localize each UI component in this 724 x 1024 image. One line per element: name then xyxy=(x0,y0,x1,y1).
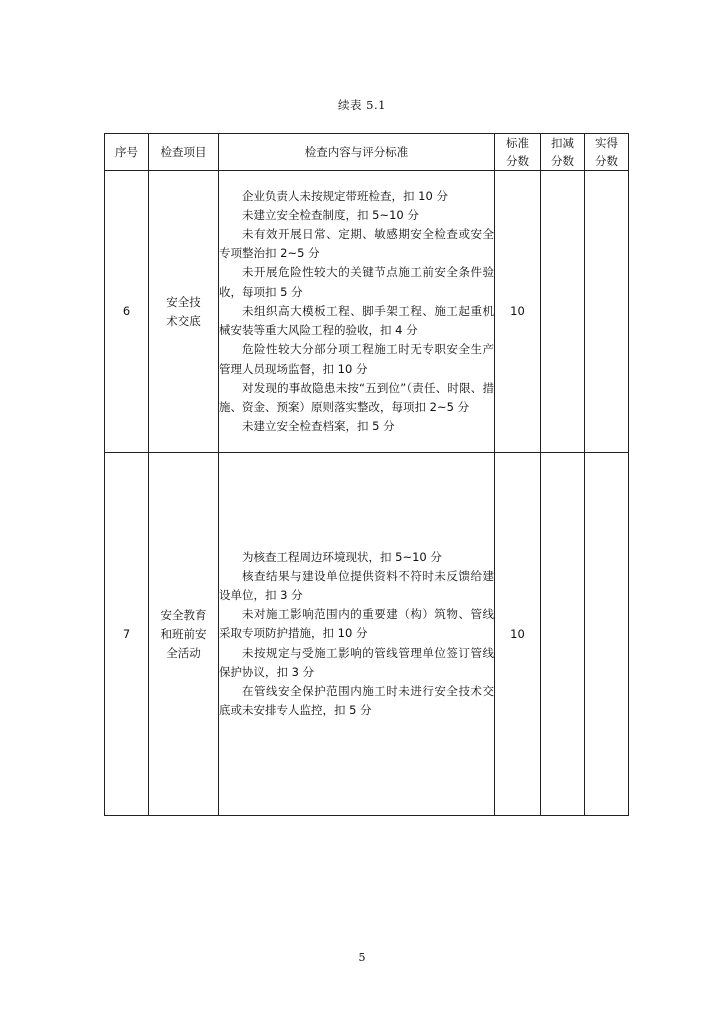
criterion-text: 未按规定与受施工影响的管线管理单位签订管线保护协议，扣 3 分 xyxy=(219,645,494,679)
row-item xyxy=(149,453,219,816)
inspection-table xyxy=(104,133,629,816)
row-standard-score: 10 xyxy=(495,171,541,453)
row-deduct-score[interactable] xyxy=(541,171,585,453)
row-no: 6 xyxy=(105,171,149,453)
row-item-line: 全活动 xyxy=(166,645,201,660)
header-standard-line2: 分数 xyxy=(506,154,529,168)
criterion-text: 未有效开展日常、定期、敏感期安全检查或安全专项整治扣 2~5 分 xyxy=(219,227,494,261)
row-item-line: 安全技 xyxy=(166,294,201,309)
criterion-text: 未建立安全检查制度，扣 5~10 分 xyxy=(242,207,419,222)
header-item: 检查项目 xyxy=(149,134,219,171)
page-number: 5 xyxy=(358,951,366,964)
header-no: 序号 xyxy=(105,134,149,171)
table-row xyxy=(105,453,629,816)
header-deduct xyxy=(541,134,585,171)
header-actual xyxy=(585,134,629,171)
header-actual-line2: 分数 xyxy=(595,154,618,168)
row-content xyxy=(219,171,495,453)
header-content: 检查内容与评分标准 xyxy=(219,134,495,171)
criterion-text: 未对施工影响范围内的重要建（构）筑物、管线采取专项防护措施，扣 10 分 xyxy=(219,607,494,641)
header-standard xyxy=(495,134,541,171)
criterion-text: 未建立安全检查档案，扣 5 分 xyxy=(242,419,395,434)
criterion-text: 对发现的事故隐患未按“五到位”（责任、时限、措施、资金、预案）原则落实整改，每项扣 2~5 分 xyxy=(219,380,494,414)
row-actual-score[interactable] xyxy=(585,453,629,816)
table-caption: 续表 5.1 xyxy=(338,98,386,112)
header-deduct-line2: 分数 xyxy=(551,154,574,168)
table-header-row xyxy=(105,134,629,171)
criterion-text: 企业负责人未按规定带班检查，扣 10 分 xyxy=(242,188,448,203)
row-no: 7 xyxy=(105,453,149,816)
header-actual-line1: 实得 xyxy=(595,136,618,150)
row-standard-score: 10 xyxy=(495,453,541,816)
header-deduct-line1: 扣减 xyxy=(551,136,574,150)
criterion-text: 为核查工程周边环境现状，扣 5~10 分 xyxy=(242,549,442,564)
criterion-text: 核查结果与建设单位提供资料不符时未反馈给建设单位，扣 3 分 xyxy=(219,568,494,602)
row-item-line: 和班前安 xyxy=(160,626,207,641)
criterion-text: 未组织高大模板工程、脚手架工程、施工起重机械安装等重大风险工程的验收，扣 4 分 xyxy=(219,303,494,338)
row-item xyxy=(149,171,219,453)
row-item-line: 安全教育 xyxy=(160,607,207,622)
row-actual-score[interactable] xyxy=(585,171,629,453)
row-item-line: 术交底 xyxy=(166,313,201,328)
criterion-text: 未开展危险性较大的关键节点施工前安全条件验收，每项扣 5 分 xyxy=(219,265,494,299)
table-row xyxy=(105,171,629,453)
criterion-text: 在管线安全保护范围内施工时未进行安全技术交底或未安排专人监控，扣 5 分 xyxy=(219,684,494,718)
criterion-text: 危险性较大分部分项工程施工时无专职安全生产管理人员现场监督，扣 10 分 xyxy=(219,342,494,376)
row-content xyxy=(219,453,495,816)
row-deduct-score[interactable] xyxy=(541,453,585,816)
header-standard-line1: 标准 xyxy=(506,136,529,150)
